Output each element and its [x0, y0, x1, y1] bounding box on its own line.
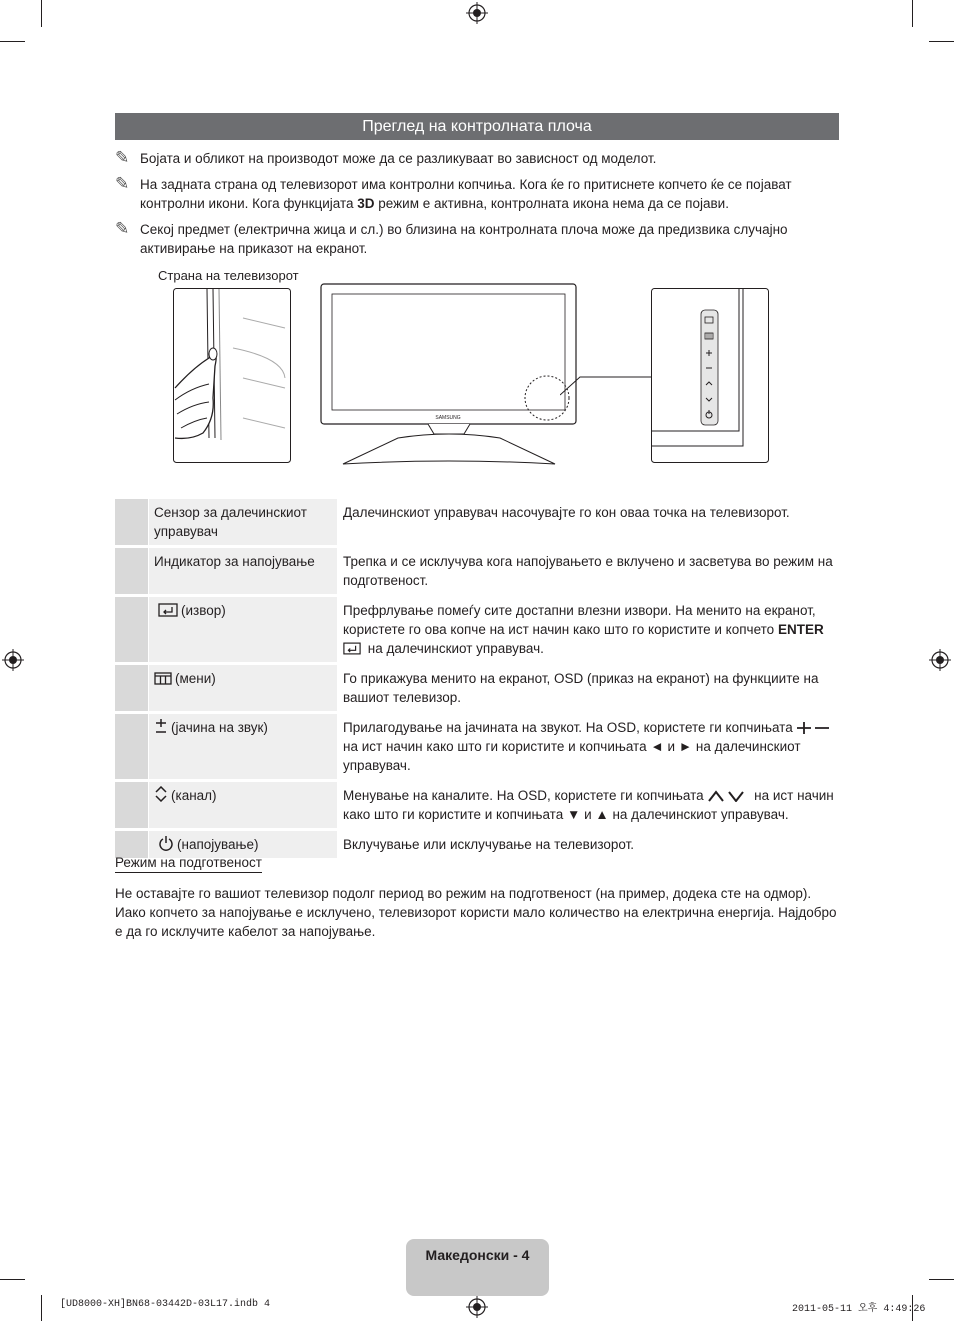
- standby-heading: Режим на подготвеност: [115, 855, 262, 873]
- row-marker: [115, 782, 148, 828]
- row-marker: [115, 548, 148, 594]
- table-row: [115, 831, 839, 858]
- note-3d-label: 3D: [357, 196, 375, 211]
- tv-side-hand-illustration: [173, 288, 291, 463]
- row-description-text: Префрлување помеѓу сите достапни влезни извори. На менито на екранот, користете го ова копче на ист начин како што го користите и копчето: [343, 603, 816, 637]
- crop-mark: [912, 0, 913, 27]
- row-name: Индикатор за напојување: [149, 548, 337, 594]
- standby-text: Не оставајте го вашиот телевизор подолг период во режим на подготвеност (на пример, додека сте на одмор). Иако копчето за напојување е исклучено, телевизорот користи мало количество на електрична енергија. Најдобро е да го исклучите кабелот за напојување.: [115, 886, 837, 939]
- registration-mark-icon: [466, 2, 488, 24]
- row-name: [149, 782, 337, 828]
- volume-icon: [154, 718, 168, 734]
- source-icon: [158, 603, 178, 617]
- pencil-note-icon: ✎: [115, 219, 130, 238]
- row-description: Далечинскиот управувач насочувајте го кон оваа точка на телевизорот.: [343, 505, 790, 520]
- registration-mark-icon: [466, 1296, 488, 1318]
- enter-icon: [343, 642, 361, 655]
- note-text: [140, 175, 839, 213]
- row-name-text: (канал): [171, 788, 217, 803]
- note-text-part: режим е активна, контролната икона нема да се појави.: [374, 196, 729, 211]
- print-file-info: [UD8000-XH]BN68-03442D-03L17.indb 4: [60, 1299, 271, 1310]
- power-icon: [158, 835, 174, 851]
- row-description-text: на ист начин како што ги користите и копчињата ▼ и ▲ на далечинскиот управувач.: [343, 788, 834, 822]
- page-number-tab: Македонски - 4: [406, 1239, 549, 1296]
- callout-line: [560, 370, 655, 400]
- tv-front-illustration: [318, 282, 580, 472]
- row-marker: [115, 499, 148, 545]
- figure-label: Страна на телевизорот: [158, 268, 299, 283]
- crop-mark: [929, 41, 954, 42]
- row-name: [149, 665, 337, 711]
- plus-minus-icon: [796, 722, 830, 734]
- crop-mark: [929, 1279, 954, 1280]
- crop-mark: [41, 1295, 42, 1321]
- table-row: [115, 782, 839, 828]
- menu-icon: [154, 672, 172, 685]
- row-name-text: (мени): [175, 671, 216, 686]
- table-row: [115, 597, 839, 662]
- row-description-text: на ист начин како што ги користите и копчињата ◄ и ► на далечинскиот управувач.: [343, 739, 801, 773]
- print-timestamp: 2011-05-11 오후 4:49:26: [792, 1304, 926, 1315]
- section-title: Преглед на контролната плоча: [115, 113, 839, 140]
- row-description: [337, 714, 839, 779]
- pencil-note-icon: ✎: [115, 174, 130, 193]
- row-marker: [115, 714, 148, 779]
- row-name: [149, 831, 337, 858]
- row-name: Сензор за далечинскиот управувач: [149, 499, 337, 545]
- up-down-icon: [707, 790, 747, 802]
- brand-logo: SAMSUNG: [435, 415, 461, 421]
- crop-mark: [41, 0, 42, 27]
- control-panel-closeup: [651, 288, 769, 463]
- note-item: [115, 149, 839, 168]
- row-description-text: на далечинскиот управувач.: [364, 641, 544, 656]
- row-name-text: (напојување): [177, 837, 259, 852]
- table-row: [115, 499, 839, 545]
- note-text: Секој предмет (електрична жица и сл.) во близина на контролната плоча може да предизвика случајно активирање на приказот на екранот.: [140, 222, 788, 256]
- table-row: [115, 714, 839, 779]
- row-name-text: (извор): [181, 603, 226, 618]
- note-item: [115, 220, 839, 258]
- crop-mark: [0, 1279, 25, 1280]
- registration-mark-icon: [2, 649, 24, 671]
- registration-mark-icon: [929, 649, 951, 671]
- table-row: [115, 548, 839, 594]
- row-name: [149, 714, 337, 779]
- row-description: Трепка и се исклучува кога напојувањето е вклучено и засветува во режим на подготвеност.: [343, 554, 833, 588]
- note-item: [115, 175, 839, 213]
- crop-mark: [0, 41, 25, 42]
- row-marker: [115, 597, 148, 662]
- table-row: [115, 665, 839, 711]
- row-marker: [115, 665, 148, 711]
- row-description: [337, 597, 839, 662]
- note-text-part: На задната страна од телевизорот има контролни копчиња. Кога ќе го притиснете копчето ќе се појават контролни икони. Кога функцијата: [140, 177, 792, 211]
- note-text: Бојата и обликот на производот може да се разликуваат во зависност од моделот.: [140, 151, 657, 166]
- row-description: Вклучување или исклучување на телевизорот.: [343, 837, 635, 852]
- row-description: Го прикажува менито на екранот, OSD (приказ на екранот) на функциите на вашиот телевизор.: [343, 671, 819, 705]
- pencil-note-icon: ✎: [115, 148, 130, 167]
- enter-label: ENTER: [777, 622, 824, 637]
- row-description-text: Прилагодување на јачината на звукот. На OSD, користете ги копчињата: [343, 720, 797, 735]
- control-panel-table: [115, 499, 839, 861]
- row-marker: [115, 831, 148, 858]
- row-name-text: (јачина на звук): [171, 720, 268, 735]
- row-description-text: Менување на каналите. На OSD, користете ги копчињата: [343, 788, 708, 803]
- row-name: [149, 597, 337, 662]
- row-description: [337, 782, 839, 828]
- channel-icon: [154, 786, 168, 802]
